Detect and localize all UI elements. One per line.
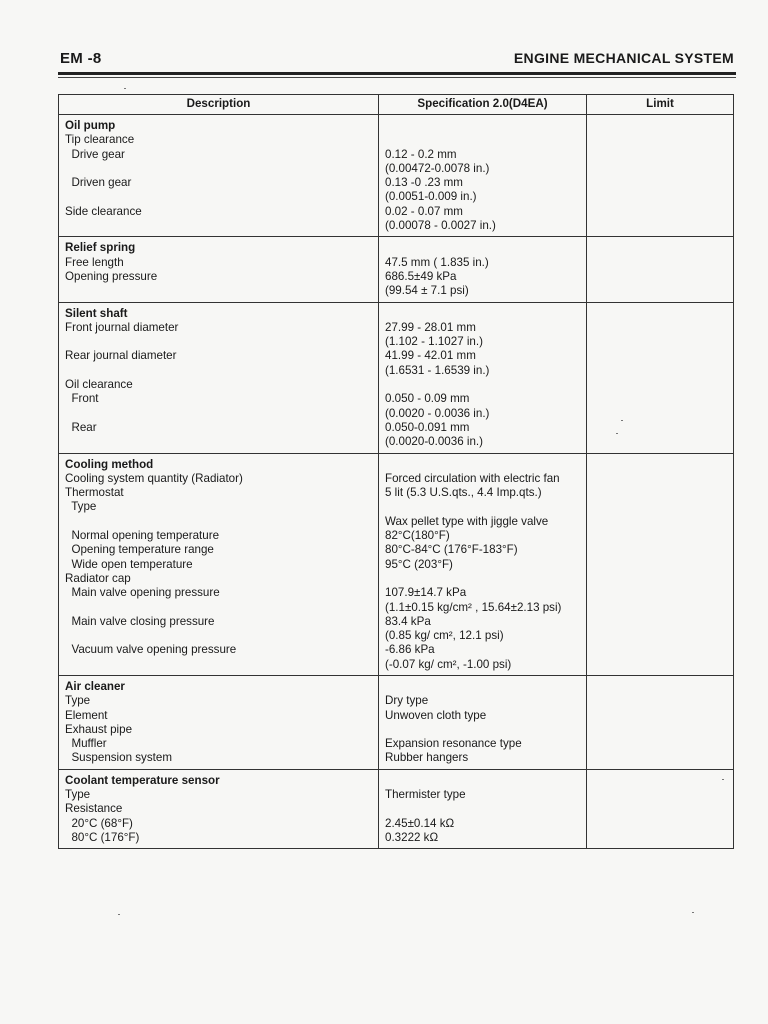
table-row [59,237,734,302]
page-header [60,48,734,70]
column-header-limit: Limit [587,95,734,115]
header-rule-thin [58,77,736,78]
description-line: Type [65,694,91,708]
specification-line: 41.99 - 42.01 mm [385,349,476,363]
specification-line: Unwoven cloth type [385,708,487,722]
specification-line [385,378,580,392]
specification-line [385,119,580,133]
specification-line: (0.0020-0.0036 in.) [385,435,483,449]
description-cell [59,675,379,769]
column-header-specification: Specification 2.0(D4EA) [379,95,587,115]
specification-line: (99.54 ± 7.1 psi) [385,284,469,298]
description-line: Drive gear [65,147,125,161]
description-line: Muffler [65,737,107,751]
section-title: ENGINE MECHANICAL SYSTEM [513,50,734,66]
specification-cell [379,115,587,237]
description-line [65,335,372,349]
description-line: Suspension system [65,751,172,765]
specification-line [385,774,580,788]
table-row [59,453,734,675]
description-line: 20°C (68°F) [65,816,133,830]
description-line: Rear [65,420,97,434]
specification-line: Wax pellet type with jiggle valve [385,514,549,528]
description-line [65,284,372,298]
description-line [65,407,372,421]
description-cell [59,453,379,675]
scan-speck [722,779,724,780]
description-line: Tip clearance [65,133,135,147]
description-line [65,364,372,378]
specification-line: (1.6531 - 1.6539 in.) [385,363,490,377]
scan-speck [124,88,126,89]
description-line: Free length [65,255,124,269]
description-line [65,219,372,233]
description-line: Rear journal diameter [65,349,177,363]
description-line [65,601,372,615]
description-line: Main valve opening pressure [65,586,220,600]
description-line: Opening pressure [65,269,158,283]
specification-line: 0.050 - 0.09 mm [385,392,470,406]
specification-line: (0.0020 - 0.0036 in.) [385,406,490,420]
specification-line [385,307,580,321]
description-line: Vacuum valve opening pressure [65,643,237,657]
specification-line [385,458,580,472]
description-line: Driven gear [65,176,132,190]
limit-cell [587,675,734,769]
specification-line: Rubber hangers [385,751,469,765]
specification-line: (0.85 kg/ cm², 12.1 psi) [385,629,504,643]
section-heading: Relief spring [65,241,136,255]
description-line: Type [65,788,91,802]
description-line [65,190,372,204]
specification-line [385,500,580,514]
page-number: EM -8 [60,50,102,67]
specification-line: 0.050-0.091 mm [385,420,470,434]
limit-cell [587,302,734,453]
specification-line: Dry type [385,694,429,708]
description-line [65,515,372,529]
specification-line: 2.45±0.14 kΩ [385,816,455,830]
specification-line: 0.3222 kΩ [385,830,439,844]
specification-line: 0.02 - 0.07 mm [385,204,463,218]
description-line [65,435,372,449]
description-cell [59,769,379,848]
section-heading: Air cleaner [65,679,125,693]
table-row [59,302,734,453]
specification-line: (0.00472-0.0078 in.) [385,161,490,175]
specification-line: 27.99 - 28.01 mm [385,320,476,334]
specification-line: 80°C-84°C (176°F-183°F) [385,543,518,557]
specification-line [385,133,580,147]
table-body [59,115,734,849]
description-cell [59,115,379,237]
column-header-description: Description [59,95,379,115]
specification-line: 5 lit (5.3 U.S.qts., 4.4 Imp.qts.) [385,486,542,500]
description-line [65,162,372,176]
specification-line: Forced circulation with electric fan [385,471,560,485]
header-rule [58,72,736,75]
specification-line [385,572,580,586]
description-line: Front [65,392,99,406]
specification-line: 0.12 - 0.2 mm [385,147,457,161]
description-line: Oil clearance [65,378,133,392]
table-row [59,675,734,769]
specification-line: 83.4 kPa [385,614,431,628]
specification-line: Thermister type [385,788,466,802]
specification-line: (1.1±0.15 kg/cm² , 15.64±2.13 psi) [385,600,562,614]
section-heading: Silent shaft [65,306,128,320]
description-line: Opening temperature range [65,543,214,557]
description-line: Front journal diameter [65,320,179,334]
limit-cell [587,453,734,675]
specification-line: 95°C (203°F) [385,557,453,571]
limit-cell [587,237,734,302]
description-line [65,658,372,672]
specification-line: Expansion resonance type [385,737,522,751]
specification-cell [379,769,587,848]
specification-line [385,680,580,694]
specification-line: (0.00078 - 0.0027 in.) [385,219,496,233]
specification-line [385,241,580,255]
scan-speck [692,912,694,913]
table-row [59,769,734,848]
specification-line: (-0.07 kg/ cm², -1.00 psi) [385,657,512,671]
specification-line: 82°C(180°F) [385,529,450,543]
description-cell [59,237,379,302]
specification-cell [379,302,587,453]
specification-cell [379,675,587,769]
table-header-row [59,95,734,115]
section-heading: Cooling method [65,457,154,471]
section-heading: Coolant temperature sensor [65,773,220,787]
limit-cell [587,769,734,848]
specification-line: 47.5 mm ( 1.835 in.) [385,255,489,269]
description-line: Type [65,500,97,514]
specification-line: 107.9±14.7 kPa [385,586,467,600]
scan-speck [118,914,120,915]
scan-speck [621,420,623,421]
description-line: Side clearance [65,204,142,218]
description-line: Element [65,708,108,722]
specification-line: (0.0051-0.009 in.) [385,190,477,204]
section-heading: Oil pump [65,119,116,132]
scan-speck [616,433,618,434]
specification-line [385,723,580,737]
description-line: Main valve closing pressure [65,614,215,628]
specification-cell [379,453,587,675]
specification-line [385,802,580,816]
specification-line: -6.86 kPa [385,643,435,657]
description-line: Normal opening temperature [65,529,220,543]
specification-line: (1.102 - 1.1027 in.) [385,335,483,349]
description-line [65,629,372,643]
specification-line: 686.5±49 kPa [385,269,457,283]
description-line: 80°C (176°F) [65,830,140,844]
description-line: Cooling system quantity (Radiator) [65,471,243,485]
description-cell [59,302,379,453]
specification-table [58,94,734,849]
specification-line: 0.13 -0 .23 mm [385,176,463,190]
limit-cell [587,115,734,237]
description-line: Exhaust pipe [65,722,133,736]
description-line: Radiator cap [65,571,131,585]
description-line: Resistance [65,802,123,816]
table-row [59,115,734,237]
description-line: Thermostat [65,486,124,500]
specification-cell [379,237,587,302]
description-line: Wide open temperature [65,557,193,571]
